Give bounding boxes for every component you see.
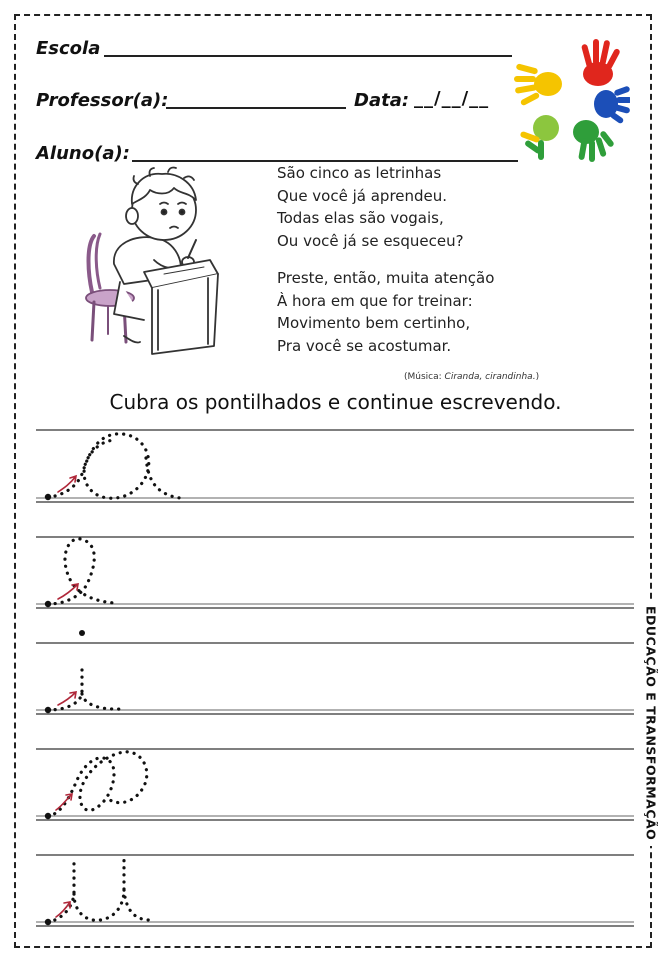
poem-line: À hora em que for treinar: — [277, 291, 473, 310]
base-lines — [36, 498, 634, 922]
credit-prefix: (Música: — [404, 372, 445, 382]
poem-line: Ou você já se esqueceu? — [277, 231, 464, 250]
dotted-letter-u — [48, 860, 150, 922]
instruction-text: Cubra os pontilhados e continue escrevendo. — [109, 390, 562, 414]
poem-line: Que você já aprendeu. — [277, 186, 448, 205]
school-label: Escola — [36, 38, 101, 59]
dotted-letter-e — [48, 539, 114, 604]
poem-line: São cinco as letrinhas — [277, 164, 442, 182]
poem-line: Todas elas são vogais, — [277, 209, 444, 227]
side-brand-label: EDUCAÇÃO E TRANSFORMAÇÃO — [643, 600, 660, 846]
direction-arrows — [56, 476, 78, 917]
teacher-label: Professor(a): — [36, 90, 169, 111]
date-field[interactable]: __/__/__ — [414, 88, 490, 109]
student-label: Aluno(a): — [36, 143, 130, 164]
credit-title: Ciranda, cirandinha. — [444, 372, 536, 382]
poem-line: Pra você se acostumar. — [277, 336, 452, 355]
poem-line: Movimento bem certinho, — [277, 314, 471, 332]
dotted-letter-o — [48, 752, 147, 816]
date-label: Data: — [354, 90, 410, 111]
credit-suffix: ) — [535, 372, 540, 382]
poem-line: Preste, então, muita atenção — [277, 269, 495, 287]
guide-lines — [36, 430, 634, 926]
dotted-letter-i — [48, 664, 122, 710]
dotted-letter-a — [48, 434, 180, 498]
